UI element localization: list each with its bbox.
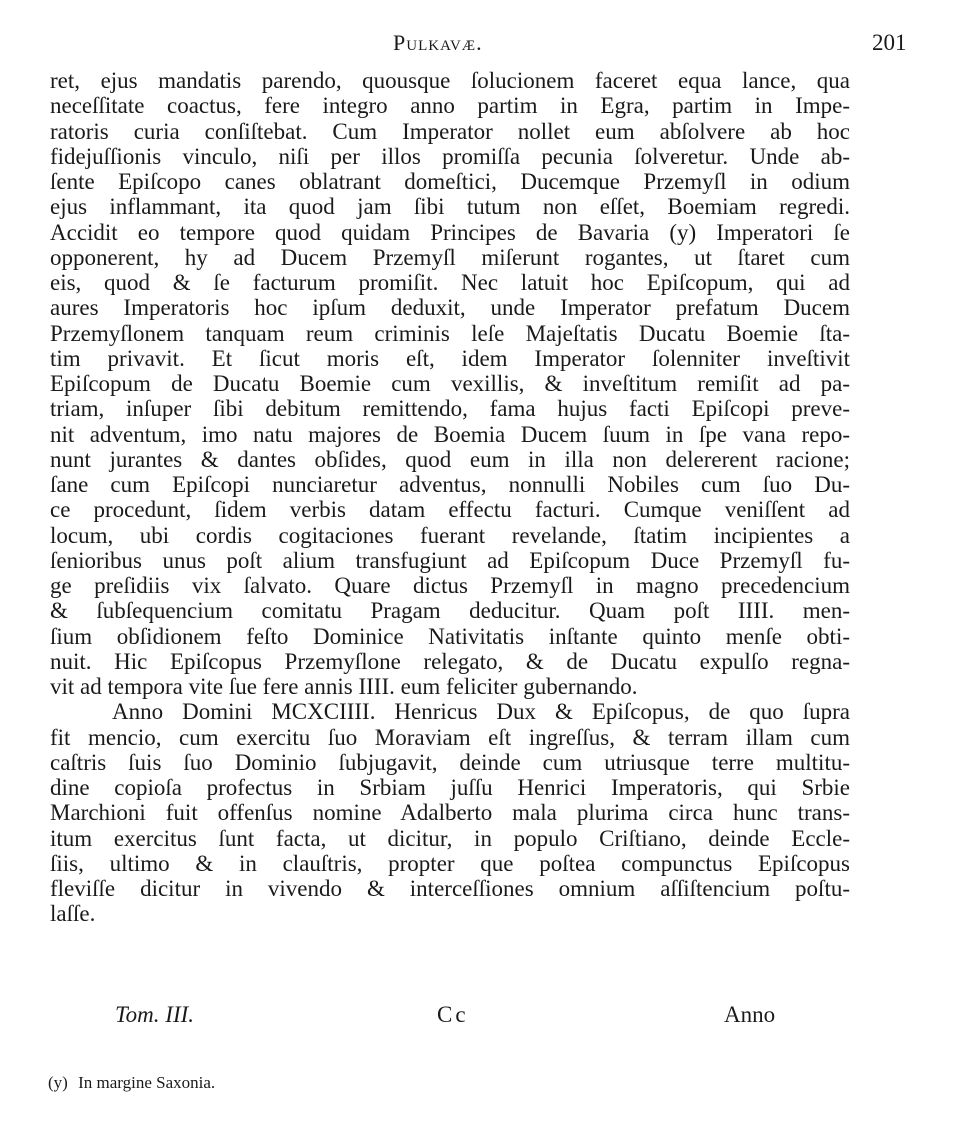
text-line: ejus inflammant, ita quod jam ſibi tutum non eſſet, Boemiam regredi. xyxy=(50,194,850,220)
text-line: ſente Epiſcopo canes oblatrant domeſtici, Ducemque Przemyſl in odium xyxy=(50,169,850,194)
text-line: caſtris ſuis ſuo Dominio ſubjugavit, deinde cum utriusque terre multitu- xyxy=(50,749,850,775)
text-line: itum exercitus ſunt facta, ut dicitur, in populo Criſtiano, deinde Eccle- xyxy=(50,825,850,851)
text-line: vit ad tempora vite ſue fere annis IIII. eum feliciter gubernando. xyxy=(50,674,638,699)
running-head xyxy=(0,30,960,64)
footnote-mark: (y) xyxy=(48,1073,68,1092)
text-line: Przemyſlonem tanquam reum criminis leſe Majeſtatis Ducatu Boemie ſta- xyxy=(50,320,850,346)
text-line: fidejuſſionis vinculo, niſi per illos promiſſa pecunia ſolveretur. Unde ab- xyxy=(50,143,850,169)
text-line: ratoris curia conſiſtebat. Cum Imperator nollet eum abſolvere ab hoc xyxy=(50,118,850,144)
text-line: ſium obſidionem feſto Dominice Nativitatis inſtante quinto menſe obti- xyxy=(50,623,850,649)
catchword: Anno xyxy=(724,1002,776,1027)
text-line: dine copioſa profectus in Srbiam juſſu Henrici Imperatoris, qui Srbie xyxy=(50,775,850,800)
text-line: neceſſitate coactus, fere integro anno partim in Egra, partim in Impe- xyxy=(50,93,850,119)
text-line: nunt jurantes & dantes obſides, quod eum in illa non delererent racione; xyxy=(50,446,850,472)
text-line: ce procedunt, ſidem verbis datam effectu facturi. Cumque veniſſent ad xyxy=(50,497,850,523)
signature-line xyxy=(0,1002,960,1038)
text-line: ſane cum Epiſcopi nunciaretur adventus, nonnulli Nobiles cum ſuo Du- xyxy=(50,472,850,497)
text-line: Epiſcopum de Ducatu Boemie cum vexillis, & inveſtitum remiſit ad pa- xyxy=(50,371,850,396)
body-text xyxy=(50,68,850,927)
text-line: triam, inſuper ſibi debitum remittendo, fama hujus facti Epiſcopi preve- xyxy=(50,396,850,422)
text-line: tim privavit. Et ſicut moris eſt, idem Imperator ſolenniter inveſtivit xyxy=(50,345,850,371)
text-line: ret, ejus mandatis parendo, quousque ſolucionem faceret equa lance, qua xyxy=(50,68,850,93)
text-line: nit adventum, imo natu majores de Boemia Ducem ſuum in ſpe vana repo- xyxy=(50,421,850,447)
text-line: & ſubſequencium comitatu Pragam deducitur. Quam poſt IIII. men- xyxy=(50,598,850,624)
text-line: opponerent, hy ad Ducem Przemyſl miſerunt rogantes, ut ſtaret cum xyxy=(50,244,850,270)
text-line: fit mencio, cum exercitu ſuo Moraviam eſt ingreſſus, & terram illam cum xyxy=(50,724,850,750)
text-line: ſiis, ultimo & in clauſtris, propter que poſtea compunctus Epiſcopus xyxy=(50,850,850,876)
footnote-text: In margine Saxonia. xyxy=(78,1073,216,1092)
text-line: nuit. Hic Epiſcopus Przemyſlone relegato, & de Ducatu expulſo regna- xyxy=(50,648,850,674)
gathering-mark: Cc xyxy=(437,1002,469,1027)
text-line: ſenioribus unus poſt alium transfugiunt ad Epiſcopum Duce Przemyſl fu- xyxy=(50,547,850,573)
text-line: locum, ubi cordis cogitaciones fuerant revelande, ſtatim incipientes a xyxy=(50,522,850,548)
text-line: eis, quod & ſe facturum promiſit. Nec latuit hoc Epiſcopum, qui ad xyxy=(50,270,850,295)
footnote xyxy=(48,1073,215,1093)
text-line: Accidit eo tempore quod quidam Principes de Bavaria (y) Imperatori ſe xyxy=(50,219,850,245)
text-line: Marchioni fuit offenſus nomine Adalberto mala plurima circa hunc trans- xyxy=(50,800,850,826)
text-line: aures Imperatoris hoc ipſum deduxit, unde Imperator prefatum Ducem xyxy=(50,295,850,321)
text-line: Anno Domini MCXCIIII. Henricus Dux & Epiſcopus, de quo ſupra xyxy=(112,699,850,725)
text-line: laſſe. xyxy=(50,901,96,927)
text-line: fleviſſe dicitur in vivendo & interceſſiones omnium aſſiſtencium poſtu- xyxy=(50,876,850,901)
volume-mark: Tom. III. xyxy=(115,1002,195,1027)
text-line: ge preſidiis vix ſalvato. Quare dictus Przemyſl in magno precedencium xyxy=(50,573,850,598)
page-number: 201 xyxy=(872,30,907,55)
running-title: Pulkavæ. xyxy=(393,30,483,55)
